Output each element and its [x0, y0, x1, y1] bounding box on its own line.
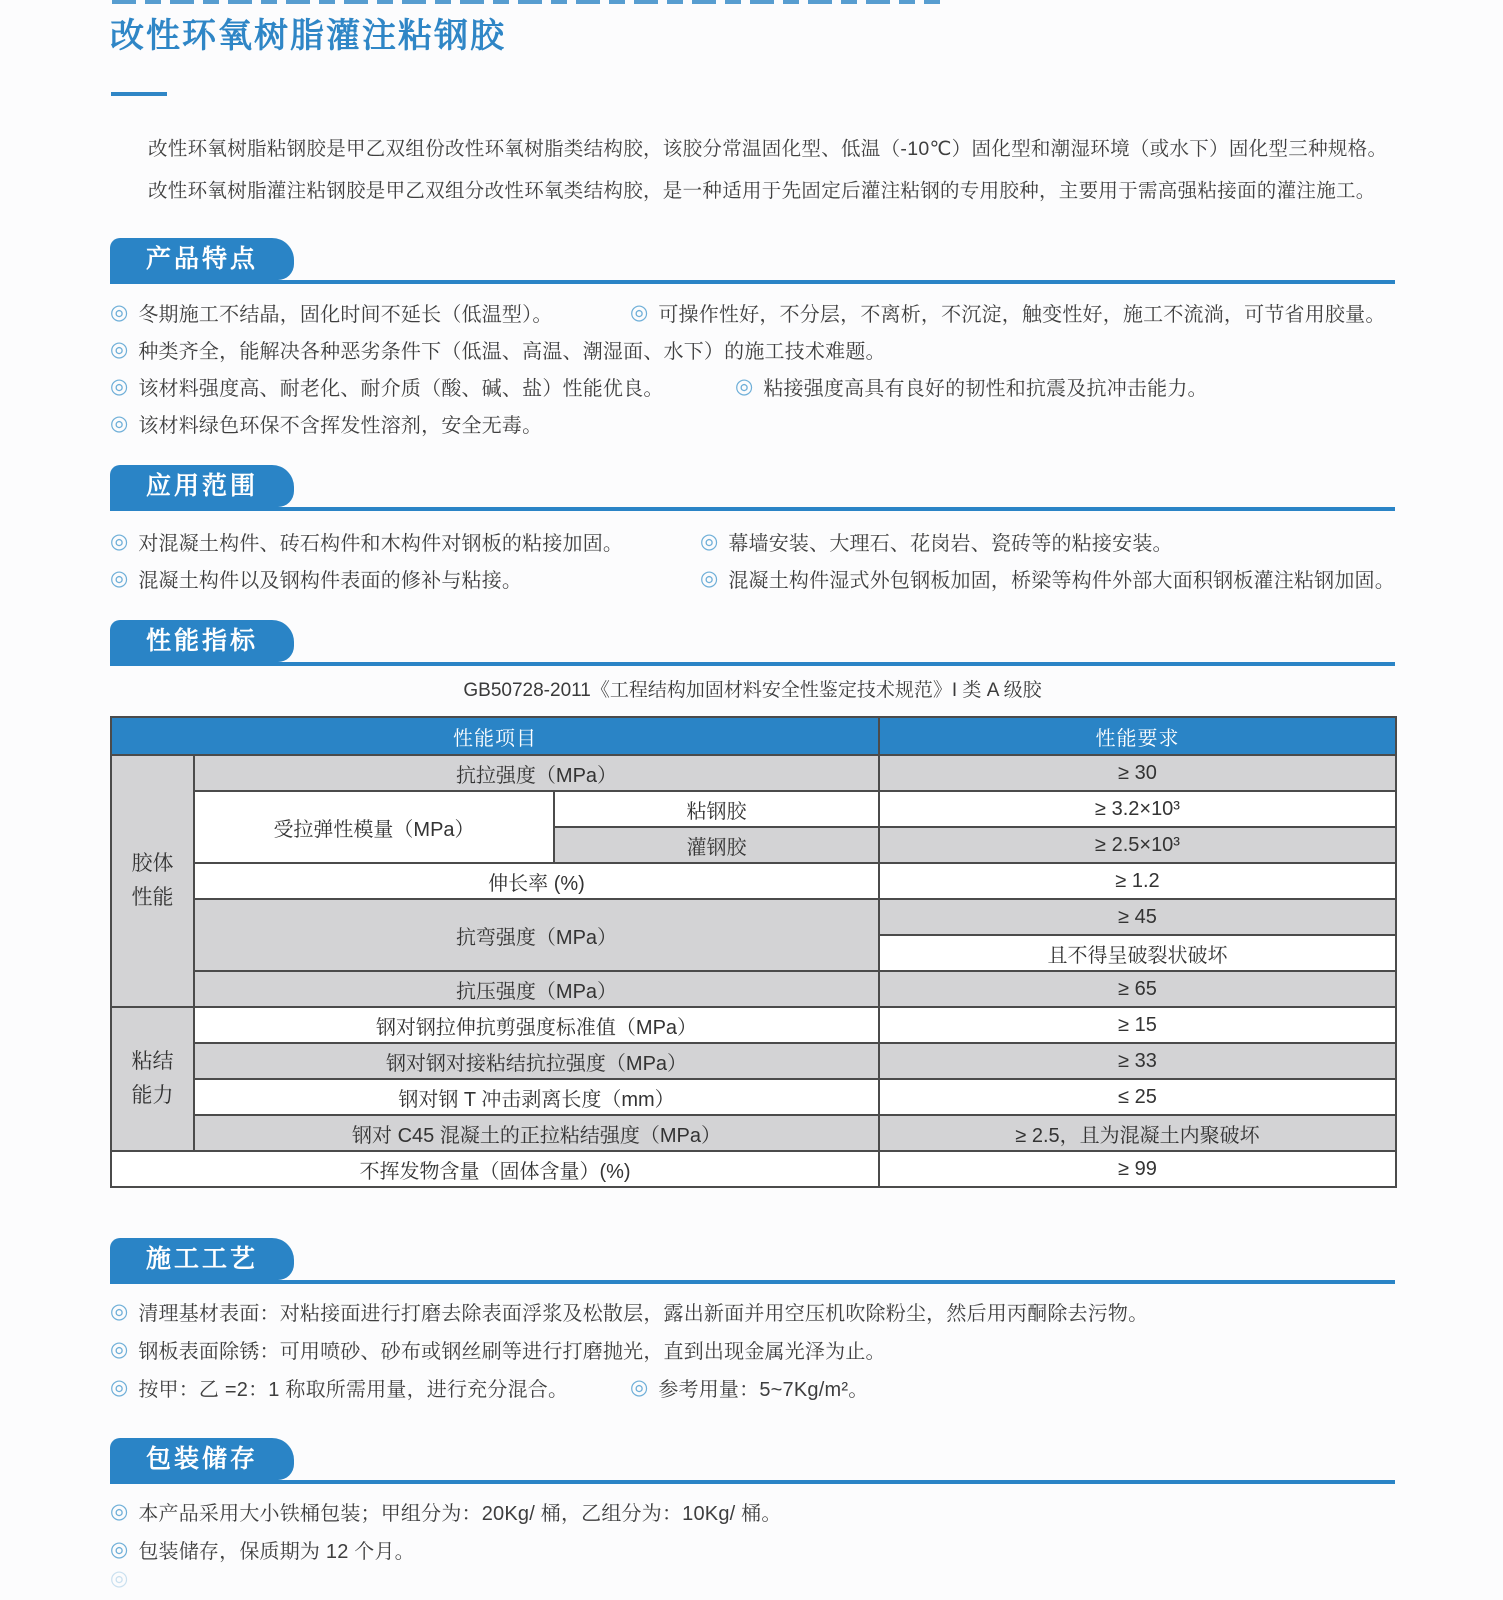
- applications-header: [110, 465, 1395, 511]
- list-item: [110, 1530, 1395, 1568]
- table-cell-value: ≥ 45: [879, 899, 1396, 935]
- list-item: [110, 405, 1395, 442]
- application-text: 对混凝土构件、砖石构件和木构件对钢板的粘接加固。: [138, 533, 624, 555]
- bullet-icon: ◎: [110, 375, 129, 398]
- packaging-heading-badge: 包装储存: [110, 1438, 294, 1480]
- group-cell-bond: 粘结能力: [111, 1007, 194, 1151]
- bullet-icon: ◎: [110, 1299, 129, 1323]
- table-cell-label: 钢对钢 T 冲击剥离长度（mm）: [194, 1079, 879, 1115]
- features-header: [110, 238, 1395, 284]
- construction-text: 参考用量：5~7Kg/m²。: [658, 1378, 869, 1401]
- intro-paragraph-2: 改性环氧树脂灌注粘钢胶是甲乙双组分改性环氧类结构胶，是一种适用于先固定后灌注粘钢的专用胶种，主要用于需高强粘接面的灌注施工。: [148, 180, 1376, 202]
- table-cell-value: ≥ 2.5×10³: [879, 827, 1396, 863]
- list-item: [110, 331, 1395, 368]
- bullet-icon: ◎: [110, 1499, 129, 1523]
- table-cell-value: 且不得呈破裂状破坏: [879, 935, 1396, 971]
- feature-text: 可操作性好，不分层，不离析，不沉淀，触变性好，施工不流淌，可节省用胶量。: [658, 304, 1386, 326]
- bullet-icon: ◎: [630, 1375, 649, 1399]
- performance-header: [110, 620, 1395, 666]
- table-row: [111, 1043, 1396, 1079]
- list-item: [110, 523, 1395, 560]
- construction-text: 钢板表面除锈：可用喷砂、砂布或钢丝刷等进行打磨抛光，直到出现金属光泽为止。: [138, 1340, 886, 1363]
- table-cell-value: ≥ 15: [879, 1007, 1396, 1043]
- table-header-requirement: 性能要求: [879, 717, 1396, 755]
- feature-text: 种类齐全，能解决各种恶劣条件下（低温、高温、潮湿面、水下）的施工技术难题。: [138, 341, 886, 363]
- bullet-icon: ◎: [110, 1537, 129, 1561]
- table-cell-value: ≥ 2.5，且为混凝土内聚破坏: [879, 1115, 1396, 1151]
- partial-bullet-icon: ◎: [110, 1567, 129, 1590]
- list-item: [110, 1330, 1395, 1368]
- table-cell-sublabel: 灌钢胶: [554, 827, 879, 863]
- bullet-icon: ◎: [110, 301, 129, 324]
- feature-text: 该材料强度高、耐老化、耐介质（酸、碱、盐）性能优良。: [138, 378, 664, 400]
- table-cell-label: 抗弯强度（MPa）: [194, 899, 879, 971]
- bullet-icon: ◎: [700, 530, 719, 553]
- clipped-top-text: [112, 0, 940, 4]
- table-cell-value: ≤ 25: [879, 1079, 1396, 1115]
- table-cell-label: 伸长率 (%): [194, 863, 879, 899]
- table-cell-value: ≥ 99: [879, 1151, 1396, 1187]
- bullet-icon: ◎: [735, 375, 754, 398]
- bullet-icon: ◎: [700, 567, 719, 590]
- application-text: 幕墙安装、大理石、花岗岩、瓷砖等的粘接安装。: [728, 533, 1173, 555]
- bullet-icon: ◎: [110, 1375, 129, 1399]
- performance-heading-badge: 性能指标: [110, 620, 294, 662]
- table-row: [111, 791, 1396, 827]
- table-header-row: [111, 717, 1396, 755]
- list-item: [110, 294, 1395, 331]
- feature-text: 冬期施工不结晶，固化时间不延长（低温型）。: [138, 304, 553, 326]
- features-heading-badge: 产品特点: [110, 238, 294, 280]
- construction-header: [110, 1238, 1395, 1284]
- packaging-header: [110, 1438, 1395, 1484]
- table-row: [111, 1007, 1396, 1043]
- list-item: [110, 1292, 1395, 1330]
- construction-list: [110, 1292, 1395, 1406]
- section-construction: [110, 1238, 1395, 1406]
- section-features: [110, 238, 1395, 442]
- table-cell-value: ≥ 65: [879, 971, 1396, 1007]
- feature-text: 粘接强度高具有良好的韧性和抗震及抗冲击能力。: [763, 378, 1208, 400]
- list-item: [110, 1368, 1395, 1406]
- bullet-icon: ◎: [110, 412, 129, 435]
- table-cell-value: ≥ 3.2×10³: [879, 791, 1396, 827]
- table-row: [111, 1079, 1396, 1115]
- table-row: [111, 1151, 1396, 1187]
- intro-paragraphs: [148, 128, 1396, 212]
- table-cell-label: 不挥发物含量（固体含量）(%): [111, 1151, 879, 1187]
- packaging-list: [110, 1492, 1395, 1568]
- table-row: [111, 899, 1396, 935]
- table-cell-value: ≥ 33: [879, 1043, 1396, 1079]
- table-row: [111, 1115, 1396, 1151]
- feature-text: 该材料绿色环保不含挥发性溶剂，安全无毒。: [138, 415, 543, 437]
- bullet-icon: ◎: [630, 301, 649, 324]
- application-text: 混凝土构件湿式外包钢板加固，桥梁等构件外部大面积钢板灌注粘钢加固。: [728, 570, 1395, 592]
- table-cell-label: 钢对钢拉伸抗剪强度标准值（MPa）: [194, 1007, 879, 1043]
- table-cell-label: 抗拉强度（MPa）: [194, 755, 879, 791]
- construction-text: 清理基材表面：对粘接面进行打磨去除表面浮浆及松散层，露出新面并用空压机吹除粉尘，然后用丙酮除去污物。: [138, 1302, 1149, 1325]
- list-item: [110, 368, 1395, 405]
- bullet-icon: ◎: [110, 530, 129, 553]
- table-row: [111, 971, 1396, 1007]
- table-cell-label: 受拉弹性模量（MPa）: [194, 791, 554, 863]
- table-row: [111, 755, 1396, 791]
- bullet-icon: ◎: [110, 567, 129, 590]
- table-cell-value: ≥ 30: [879, 755, 1396, 791]
- section-packaging: [110, 1438, 1395, 1568]
- group-cell-glue: 胶体性能: [111, 755, 194, 1007]
- table-cell-label: 抗压强度（MPa）: [194, 971, 879, 1007]
- table-cell-label: 钢对钢对接粘结抗拉强度（MPa）: [194, 1043, 879, 1079]
- table-row: [111, 863, 1396, 899]
- table-header-item: 性能项目: [111, 717, 879, 755]
- standard-note: GB50728-2011《工程结构加固材料安全性鉴定技术规范》I 类 A 级胶: [463, 680, 1042, 701]
- table-cell-label: 钢对 C45 混凝土的正拉粘结强度（MPa）: [194, 1115, 879, 1151]
- title-underline: [111, 92, 167, 96]
- section-performance: [110, 620, 1395, 1188]
- construction-heading-badge: 施工工艺: [110, 1238, 294, 1280]
- section-applications: [110, 465, 1395, 597]
- page-title: 改性环氧树脂灌注粘钢胶: [110, 17, 506, 55]
- table-cell-sublabel: 粘钢胶: [554, 791, 879, 827]
- bullet-icon: ◎: [110, 338, 129, 361]
- table-cell-value: ≥ 1.2: [879, 863, 1396, 899]
- applications-heading-badge: 应用范围: [110, 465, 294, 507]
- packaging-text: 本产品采用大小铁桶包装；甲组分为：20Kg/ 桶，乙组分为：10Kg/ 桶。: [138, 1502, 782, 1525]
- list-item: [110, 560, 1395, 597]
- performance-table: [110, 716, 1397, 1188]
- features-list: [110, 294, 1395, 442]
- construction-text: 按甲：乙 =2：1 称取所需用量，进行充分混合。: [138, 1378, 569, 1401]
- application-text: 混凝土构件以及钢构件表面的修补与粘接。: [138, 570, 523, 592]
- applications-list: [110, 523, 1395, 597]
- list-item: [110, 1492, 1395, 1530]
- intro-paragraph-1: 改性环氧树脂粘钢胶是甲乙双组份改性环氧树脂类结构胶，该胶分常温固化型、低温（-10℃）固化型和潮湿环境（或水下）固化型三种规格。: [148, 138, 1388, 160]
- bullet-icon: ◎: [110, 1337, 129, 1361]
- packaging-text: 包装储存，保质期为 12 个月。: [138, 1540, 415, 1563]
